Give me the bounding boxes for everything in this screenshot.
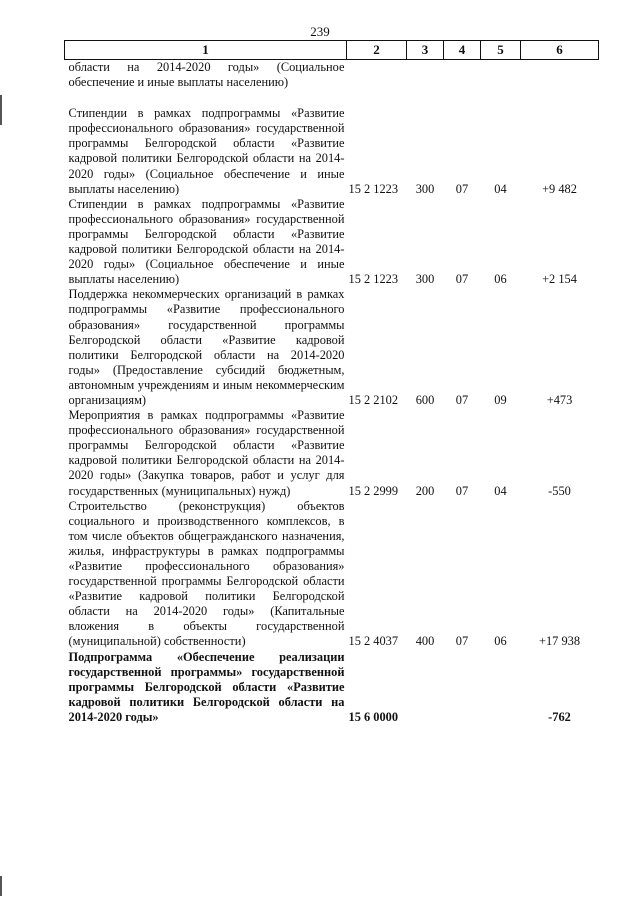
table-row: [65, 650, 599, 725]
row-name: Поддержка некоммерческих организаций в рамках подпрограммы «Развитие профессионального образования» государственной программы Белгородской области «Развитие кадровой политики Белгородской области на 2014-2020 годы» (Предоставление субсидий бюджетным, автономным учреждениям и иным некоммерческим организациям): [68, 287, 345, 407]
column-header: 3: [407, 41, 444, 60]
row-vr: 400: [415, 634, 435, 649]
row-amount: [521, 60, 599, 91]
row-pr: 04: [494, 483, 507, 498]
scan-edge-mark: [0, 876, 2, 896]
row-amount: +473: [546, 392, 573, 407]
column-header: 2: [347, 41, 407, 60]
row-name: Подпрограмма «Обеспечение реализации государственной программы» государственной программы Белгородской области «Развитие кадровой политики Белгородской области на 2014-2020 годы»: [68, 649, 345, 724]
row-rz: 07: [455, 634, 469, 649]
scan-edge-mark: [0, 95, 2, 125]
row-vr: 300: [415, 272, 435, 287]
row-code: 15 2 2999: [348, 483, 399, 498]
row-name: Стипендии в рамках подпрограммы «Развитие профессионального образования» государственной программы Белгородской области «Развитие кадровой политики Белгородской области на 2014-2020 годы» (Социальное обеспечение и иные выплаты населению): [68, 106, 345, 196]
row-vr: 600: [415, 392, 435, 407]
row-amount: -762: [548, 709, 571, 724]
row-rz: 07: [455, 392, 469, 407]
row-name: Строительство (реконструкция) объектов социального и производственного комплексов, в том числе объектов общегражданского назначения, жилья, инфраструктуры в рамках подпрограммы «Развитие профессионального образования» государственной программы Белгородской области «Развитие кадровой политики Белгородской области на 2014-2020 годы» (Капитальные вложения в объекты государственной (муниципальной) собственности): [68, 498, 345, 649]
row-vr: 200: [415, 483, 435, 498]
row-rz: 07: [455, 483, 469, 498]
row-rz: [444, 650, 481, 725]
row-rz: 07: [455, 272, 469, 287]
row-amount: +2 154: [542, 272, 577, 287]
row-name: области на 2014-2020 годы» (Социальное обеспечение и иные выплаты населению): [68, 60, 345, 90]
budget-table: [64, 40, 599, 725]
row-code: 15 2 1223: [348, 181, 399, 196]
table-row: [65, 106, 599, 197]
row-vr: 300: [415, 181, 435, 196]
table-row: [65, 408, 599, 499]
row-rz: [444, 60, 481, 91]
row-pr: 06: [494, 634, 507, 649]
row-amount: +17 938: [538, 634, 581, 649]
column-header: 4: [444, 41, 481, 60]
row-name: Стипендии в рамках подпрограммы «Развитие профессионального образования» государственной программы Белгородской области «Развитие кадровой политики Белгородской области на 2014-2020 годы» (Социальное обеспечение и иные выплаты населению): [68, 196, 345, 287]
row-vr: [407, 60, 444, 91]
table-header-row: [65, 41, 599, 60]
column-header: 5: [481, 41, 521, 60]
row-code: 15 2 1223: [348, 272, 399, 287]
table-row: [65, 197, 599, 288]
table-row: [65, 60, 599, 91]
row-spacer: [65, 90, 599, 106]
row-code: 15 2 4037: [348, 634, 399, 649]
column-header: 1: [65, 41, 347, 60]
row-vr: [407, 650, 444, 725]
row-rz: 07: [455, 181, 469, 196]
table-row: [65, 499, 599, 650]
row-amount: -550: [548, 483, 571, 498]
row-code: 15 6 0000: [348, 709, 399, 724]
row-amount: +9 482: [542, 181, 577, 196]
page-number: 239: [310, 24, 330, 39]
column-header: 6: [521, 41, 599, 60]
row-code: [347, 60, 407, 91]
row-pr: 09: [494, 392, 507, 407]
table-row: [65, 287, 599, 408]
row-pr: [481, 60, 521, 91]
row-pr: 06: [494, 272, 507, 287]
row-pr: [481, 650, 521, 725]
row-name: Мероприятия в рамках подпрограммы «Развитие профессионального образования» государственной программы Белгородской области «Развитие кадровой политики Белгородской области на 2014-2020 годы» (Закупка товаров, работ и услуг для государственных (муниципальных) нужд): [68, 408, 345, 498]
row-code: 15 2 2102: [348, 392, 399, 407]
row-pr: 04: [494, 181, 507, 196]
